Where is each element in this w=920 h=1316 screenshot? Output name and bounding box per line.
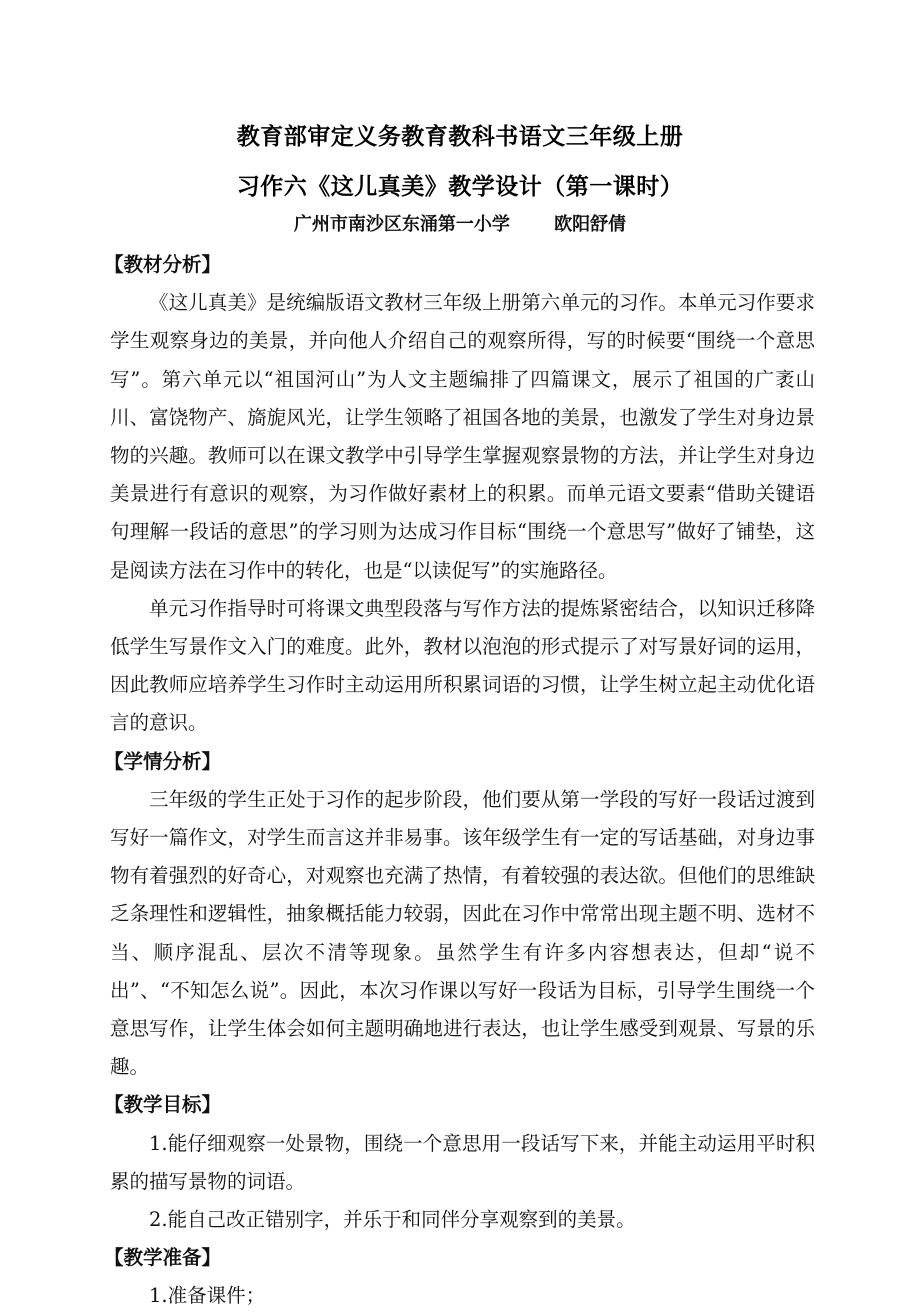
objective-item: 2.能自己改正错别字，并乐于和同伴分享观察到的美景。 — [149, 1208, 636, 1232]
document-body — [104, 246, 815, 1316]
document-subtitle: 习作六《这儿真美》教学设计（第一课时） — [236, 174, 684, 200]
author-line — [0, 210, 920, 236]
paragraph: 三年级的学生正处于习作的起步阶段，他们要从第一学段的写好一段话过渡到写好一篇作文，对学生而言这并非易事。该年级学生有一定的写话基础，对身边事物有着强烈的好奇心，对观察也充满了热情，有着较强的表达欲。但他们的思维缺乏条理性和逻辑性，抽象概括能力较弱，因此在习作中常常出现主题不明、选材不当、顺序混乱、层次不清等现象。虽然学生有许多内容想表达，但却“说不出”、“不知怎么说”。因此，本次习作课以写好一段话为目标，引导学生围绕一个意思写作，让学生体会如何主题明确地进行表达，也让学生感受到观景、写景的乐趣。 — [110, 787, 815, 1079]
section-heading: 【教材分析】 — [104, 253, 222, 276]
section-heading: 【教学目标】 — [104, 1093, 222, 1117]
section-teaching-preparation — [104, 1239, 815, 1315]
section-heading: 【学情分析】 — [104, 749, 222, 773]
section-textbook-analysis — [104, 246, 815, 743]
paragraph: 单元习作指导时可将课文典型段落与写作方法的提炼紧密结合，以知识迁移降低学生写景作文入门的难度。此外，教材以泡泡的形式提示了对写景好词的运用，因此教师应培养学生习作时主动运用所积累词语的习惯，让学生树立起主动优化语言的意识。 — [110, 596, 815, 735]
section-heading: 【教学准备】 — [104, 1246, 222, 1270]
document-title: 教育部审定义务教育教科书语文三年级上册 — [236, 124, 684, 150]
author-name: 欧阳舒倩 — [554, 214, 627, 235]
paragraph: 《这儿真美》是统编版语文教材三年级上册第六单元的习作。本单元习作要求学生观察身边的美景，并向他人介绍自己的观察所得，写的时候要“围绕一个意思写”。第六单元以“祖国河山”为人文主题编排了四篇课文，展示了祖国的广袤山川、富饶物产、旖旎风光，让学生领略了祖国各地的美景，也激发了学生对身边景物的兴趣。教师可以在课文教学中引导学生掌握观察景物的方法，并让学生对身边美景进行有意识的观察，为习作做好素材上的积累。而单元语文要素“借助关键语句理解一段话的意思”的学习则为达成习作目标“围绕一个意思写”做好了铺垫，这是阅读方法在习作中的转化，也是“以读促写”的实施路径。 — [110, 291, 815, 582]
preparation-item: 1.准备课件； — [149, 1284, 266, 1308]
school-name: 广州市南沙区东涌第一小学 — [293, 214, 510, 235]
objective-item: 1.能仔细观察一处景物，围绕一个意思用一段话写下来，并能主动运用平时积累的描写景物的词语。 — [110, 1131, 815, 1193]
section-teaching-objectives — [104, 1086, 815, 1239]
section-student-analysis — [104, 743, 815, 1087]
